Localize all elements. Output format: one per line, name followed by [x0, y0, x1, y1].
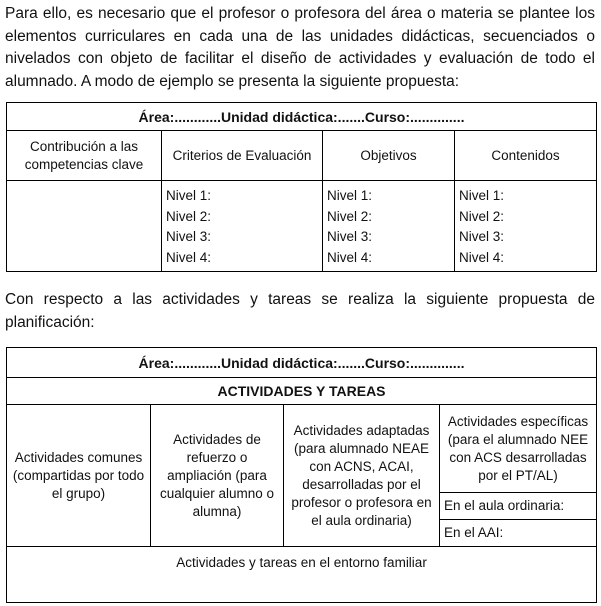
level-1: Nivel 1:: [166, 188, 212, 203]
objetivos-levels: [323, 181, 455, 272]
criterios-levels: [162, 181, 323, 272]
col-contenidos: Contenidos: [455, 131, 597, 181]
col-actividades-especificas: Actividades específicas (para el alumnado NEE con ACS desarrolladas por el PT/AL): [440, 405, 597, 493]
activities-table: [6, 347, 597, 603]
col-actividades-adaptadas: Actividades adaptadas (para alumnado NEAE con ACNS, ACAI, desarrolladas por el profesor o profesora en el aula ordinaria): [284, 405, 440, 547]
col-criterios: Criterios de Evaluación: [162, 131, 323, 181]
col-actividades-refuerzo: Actividades de refuerzo o ampliación (para cualquier alumno o alumna): [151, 405, 284, 547]
level-1: Nivel 1:: [327, 188, 373, 203]
level-1: Nivel 1:: [459, 188, 505, 203]
aai-cell: En el AAI:: [440, 520, 597, 547]
table2-header: Área:............Unidad didáctica:.......Curso:..............: [7, 348, 597, 378]
footer-row-entorno-familiar: Actividades y tareas en el entorno familiar: [7, 547, 597, 603]
level-2: Nivel 2:: [327, 208, 373, 224]
level-3: Nivel 3:: [459, 229, 505, 244]
col-actividades-comunes: Actividades comunes (compartidas por todo el grupo): [7, 405, 151, 547]
table1-header: Área:............Unidad didáctica:.......Curso:..............: [7, 103, 597, 131]
intro-paragraph: Para ello, es necesario que el profesor o profesora del área o materia se plantee los elementos curriculares en cada una de las unidades didácticas, secuenciados o nivelados con objeto de facilitar el diseño de actividades y evaluación de todo el alumnado. A modo de ejemplo se presenta la siguiente propuesta:: [5, 5, 595, 90]
level-4: Nivel 4:: [327, 249, 373, 265]
level-3: Nivel 3:: [166, 229, 212, 244]
level-3: Nivel 3:: [327, 229, 373, 244]
col-competencias: Contribución a las competencias clave: [7, 131, 162, 181]
level-2: Nivel 2:: [166, 208, 212, 224]
competencias-empty-cell: [7, 181, 162, 272]
level-4: Nivel 4:: [459, 249, 505, 265]
col-objetivos: Objetivos: [323, 131, 455, 181]
contenidos-levels: [455, 181, 597, 272]
aula-ordinaria-cell: En el aula ordinaria:: [440, 493, 597, 520]
second-paragraph: Con respecto a las actividades y tareas se realiza la siguiente propuesta de planificación:: [5, 291, 595, 331]
activities-subheader: ACTIVIDADES Y TAREAS: [7, 378, 597, 405]
level-4: Nivel 4:: [166, 249, 212, 265]
planning-table: [6, 102, 597, 272]
level-2: Nivel 2:: [459, 208, 505, 224]
